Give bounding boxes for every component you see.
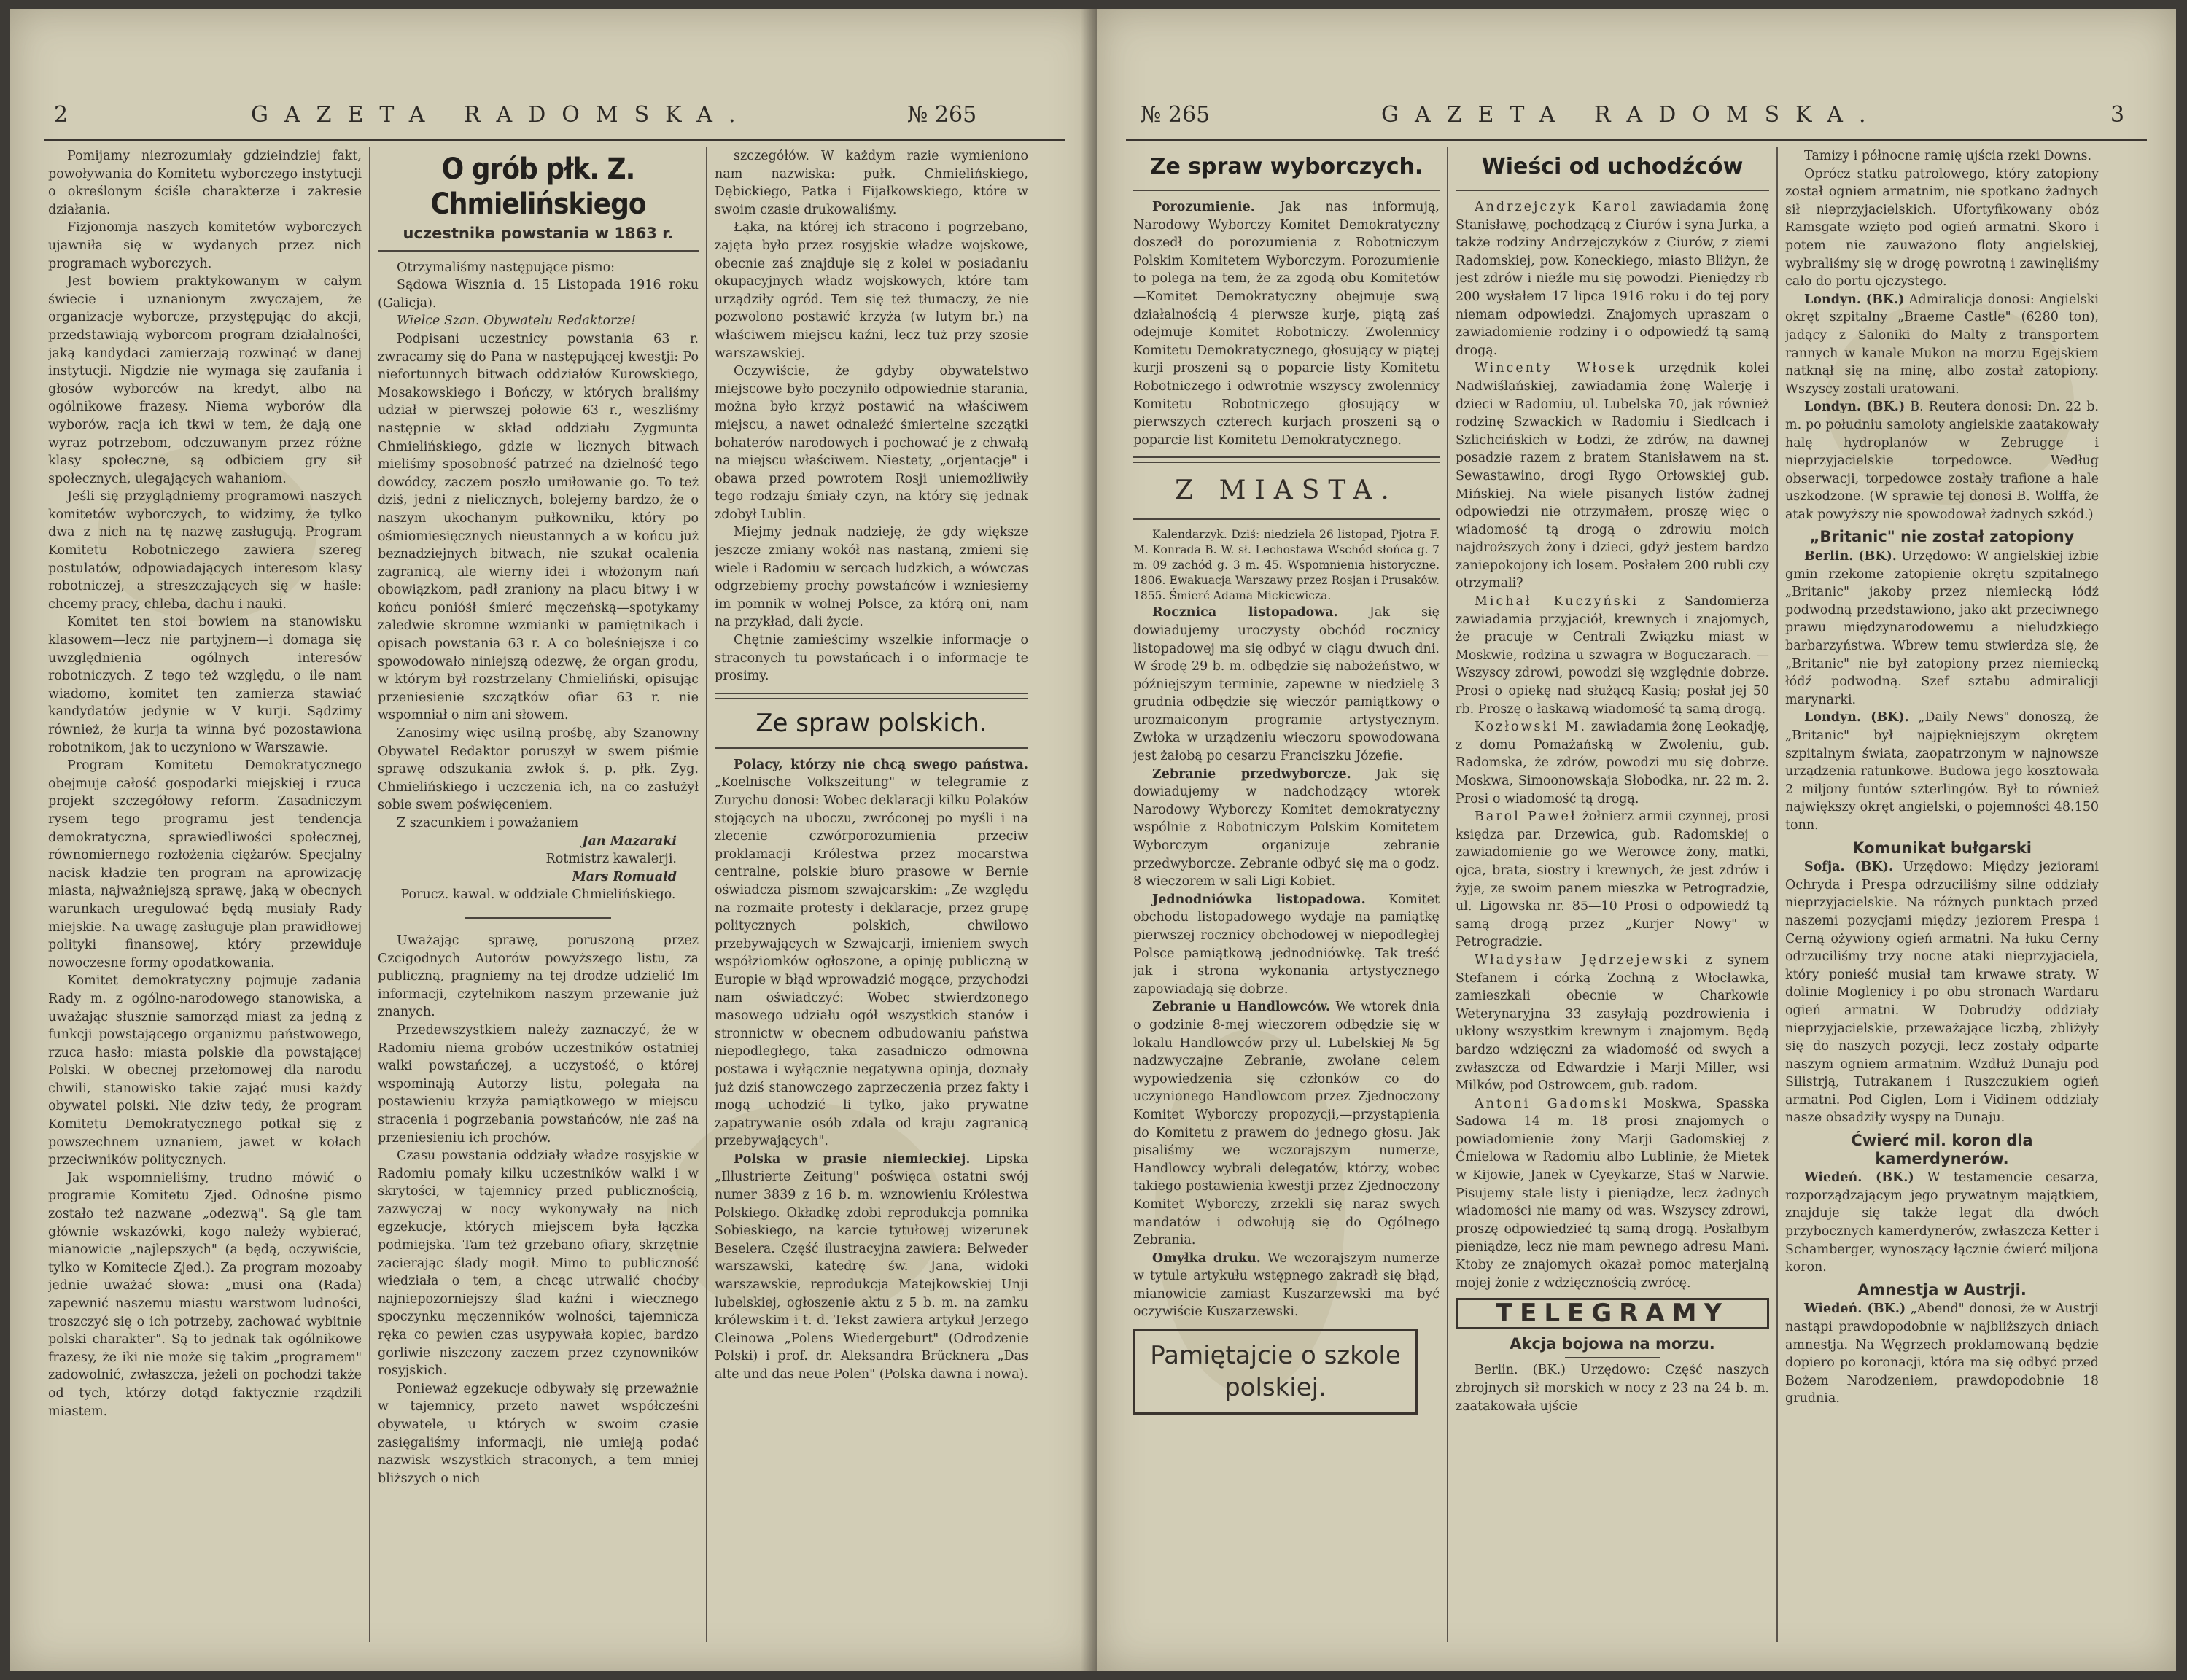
notice-item [1456, 718, 1769, 808]
article-subtitle: uczestnika powstania w 1863 r. [403, 225, 674, 242]
notice-item [1456, 359, 1769, 593]
section-title: Ze spraw polskich. [755, 708, 987, 738]
paragraph: Ponieważ egzekucje odbywały się przeważnie w tajemnicy, przeto nawet współcześni obywatele, u których w swoim czasie zasięgaliśmy informacji, nie umieją podać nazwisk wszystkich straconych, a tem mniej bliższych o nich [378, 1381, 699, 1486]
separator [1133, 518, 1440, 520]
notice-text: z Sandomierza zawiadamia przyjaciół, krewnych i znajomych, że pracuje w Centrali Związku miast w Moskwie, rodzina u szwagra w Boguczarach. — Wszyscy zdrowi, powodzi się względnie dobrze. Prosi o opiekę nad służącą Kasią; posłał jej 50 rb. Proszę o łaskawą wiadomość tą samą drogą. [1456, 594, 1769, 717]
news-item-head: Londyn. (BK.) [1804, 400, 1906, 415]
paragraph: Komitet ten stoi bowiem na stanowisku klasowem—lecz nie partyjnem—i domaga się uwzględnienia ogólnych interesów robotniczych. Z tego też względu, o ile nam wiadomo, komitet ten zamierza stawiać kandydatów jedynie w V kurji. Sądzimy również, że kurja ta winna być pozostawiona robotnikom, jak to uczyniono w Warszawie. [48, 615, 362, 755]
right-issue-number: № 265 [1141, 102, 1211, 128]
news-item [1785, 398, 2099, 524]
right-page [1097, 9, 2176, 1671]
paragraph: Jeśli się przyglądniemy programowi naszych komitetów wyborczych, to widzimy, że tylko dwa z nich na tę nazwę zasługują. Program Komitetu Robotniczego zawiera szereg postulatów, odpowiadających interesom klasy robotniczej, a streszczających się w haśle: chcemy pracy, chleba, dachu i nauki. [48, 489, 362, 612]
news-item-text: B. Reutera donosi: Dn. 22 b. m. po południu samoloty angielskie zaatakowały halę hydroplanów w Zebrugge i nieprzyjacielskie torpedowce. Według obserwacji, torpedowce zostały trafione a hale uszkodzone. (W sprawie tej donosi B. Wolffa, że atak powyższy nie spowodował żadnych szkód.) [1785, 400, 2099, 522]
news-item [1785, 709, 2099, 834]
paragraph: Miejmy jednak nadzieję, że gdy większe jeszcze zmiany wokół nas nastaną, zmieni się wiele i Radomiu w sercach ludzkich, a wówczas odgrzebiemy prochy powstańców i wzniesiemy im pomnik w wolnej Polsce, za którą oni, nam na przykład, dali życie. [715, 525, 1028, 630]
news-item-text: Jak się dowiadujemy uroczysty obchód rocznicy listopadowej ma się odbyć w ciągu dwuch dni. W środę 29 b. m. odbędzie się nabożeństwo, w późniejszym terminie, zapewne w niedzielę 3 grudnia odbędzie się wieczór pamiątkowy o urozmaiconym programie artystycznym. Zwłoka w urządzeniu wieczoru spowodowana jest żałobą po cesarzu Franciszku Józefie. [1133, 605, 1440, 764]
notice-item [1456, 808, 1769, 952]
news-item-head: Londyn. (BK.) [1804, 292, 1905, 307]
right-column-2 [1456, 147, 1769, 1649]
news-item-text: Urzędowo: Między jeziorami Ochryda i Prespa odrzuciliśmy silne oddziały nieprzyjacielskie. Na różnych punktach przed naszemi pozycjami między jeziorem Prespa i Cerną ożywiony ogień armatni. Na łuku Cerny odrzuciliśmy trzy nocne ataki nieprzyjaciela, który ponieść musiał tam krwawe straty. W dolinie Moglenicy i po obu stronach Wardaru ogień armatni. W Dobrudży oddziały nieprzyjacielskie, przeważające liczbą, zbliżyły się do naszych pozycji, lecz zostały odparte naszym ogniem armatnim. Wzdłuż Dunaju pod Silistrją, Tutrakanem i Ruszczukiem ogień armatni. Pod Giglen, Lom i Vidinem oddziały nasze obsadziły wyspy na Dunaju. [1785, 860, 2099, 1126]
notice-text: zawiadamia żonę Stanisławę, pochodzącą z Ciurów i syna Jurka, a także rodziny Andrzejczyków z Ciurów, z ziemi Radomskiej, pow. Koneckiego, miasto Bliżyn, że jest zdrów i nieźle mu się powodzi. Pieniędzy rb 200 wysłałem 17 lipca 1916 roku i do tej pory niemam odpowiedzi. Znajomych upraszam o zawiadomienie rodziny i o odpowiedź tą samą drogą. [1456, 200, 1769, 358]
notice-text: urzędnik kolei Nadwiślańskiej, zawiadamia żonę Walerję i dzieci w Radomiu, ul. Lubelska 70, jak również rodzinę Szwackich w Radomiu i Siedlcach i Szlichcińskich w Łodzi, że zdrów, na dawnej posadzie razem z bratem Stanisławem na st. Sewastawino, drogi Rygo Orłowskiej gub. Mińskiej. Na wiele pisanych listów żadnej odpowiedzi nie otrzymałem, proszę więc o wiadomość tą drogą o zdrowiu moich najdroższych żony i dzieci, gdyż jestem bardzo zaniepokojony ich losem. Posłałem 200 rubli czy otrzymali? [1456, 361, 1769, 591]
news-title: Ćwierć mil. koron dla kamerdynerów. [1851, 1132, 2033, 1167]
left-page-number: 2 [54, 102, 69, 128]
paragraph: Jest bowiem praktykowanym w całym świecie i uznanionym zwyczajem, że organizacje wyborcze, przystępując do akcji, przedstawiają wyborcom program działalności, jaką kandydaci zamierzają rozwinąć w danej instytucji. Nigdzie nie wymaga się zaufania i głosów wyborców na kredyt, albo na ogólnikowe frazesy. Niema wyborów dla wyborów, racja ich tkwi w tem, że dają one wyraz potrzebom, odczuwanym przez różne klasy społeczne, są odbiciem gry sił społecznych, ulegających wahaniom. [48, 274, 362, 486]
paragraph: Fizjonomja naszych komitetów wyborczych ujawniła się w wydanych przez nich programach wyborczych. [48, 220, 362, 271]
news-item-head: Omyłka druku. [1152, 1251, 1261, 1266]
news-item-head: Polska w prasie niemieckiej. [734, 1151, 971, 1167]
letter-salutation: Wielce Szan. Obywatelu Redaktorze! [397, 314, 636, 329]
paragraph: Chętnie zamieścimy wszelkie informacje o straconych tu powstańcach i o informacje te prosimy. [715, 633, 1028, 684]
paragraph: Czasu powstania oddziały władze rosyjskie w Radomiu pomały kilku uczestników walki i w skrytości, w tajemnicy przed publicznością, zazwyczaj w nocy wykonywały na nich egzekucje, których miejscem była łączka podmiejska. Tam też grzebano ofiary, skrzętnie zacierając ślady mogił. Mimo to publiczność wiedziała o tem, a chcąc utrwalić choćby najniepozorniejszy ślad kaźni i wiecznego spoczynku męczenników wolności, tajemnicza ręka co pewien czas usypywała kopiec, bardzo gorliwie niszczony zaczem przez czynowników rosyjskich. [378, 1148, 699, 1379]
notice-name: Władysław Jędrzejewski [1475, 952, 1690, 968]
notice-text: z synem Stefanem i córką Zochną z Włocławka, zamieszkali obecnie w Charkowie Weterynaryjna 33 zasyłają pozdrowienia i ukłony wszystkim krewnym i znajomym. Będą bardzo wdzięczni za wiadomość od swych a zwłaszcza od Edwardzie i Marji Miller, wsi Milków, pod Ostrowcem, gub. radom. [1456, 952, 1769, 1094]
column-divider [1776, 147, 1778, 1642]
notice-name: Michał Kuczyński [1475, 594, 1639, 610]
news-item-text: We wtorek dnia o godzinie 8-mej wieczorem odbędzie się w lokalu Handlowców przy ul. Lubelskiej № 5g nadzwyczajne Zebranie, zwołane celem wypowiedzenia się członków co do uczynionego Handlowcom przez Zjednoczony Komitet Wyborczy propozycji,—przystąpienia do Komitetu z prawem do jednego głosu. Jak pisaliśmy we wczorajszym numerze, Handlowcy wybrali delegatów, którzy, wobec takiego postawienia kwestji przez Zjednoczony Komitet Wyborczy, zrzekli się naraz swych mandatów i odwołują się do Ogólnego Zebrania. [1133, 1000, 1440, 1248]
left-page [10, 9, 1097, 1671]
news-item [1785, 548, 2099, 709]
news-title: Komunikat bułgarski [1852, 839, 2032, 857]
signature-name: Mars Romuald [572, 869, 677, 884]
right-masthead-title: GAZETA RADOMSKA. [1381, 102, 1882, 128]
news-item-head: Wiedeń. (BK.) [1804, 1302, 1906, 1317]
letter-place-date: Sądowa Wisznia d. 15 Listopada 1916 roku (Galicja). [378, 278, 699, 311]
paragraph: Oczywiście, że gdyby obywatelstwo miejscowe było poczyniło odpowiednie starania, można było krzyż postawić na właściwem miejscu, a nawet odnaleźć śmiertelne szczątki bohaterów narodowych i pochować je z chwałą na miejscu właściwem. Niestety, „orjentacje" i obawa przed powrotem Rosji uniemożliwiły tego rodzaju śmiały czyn, na który się jednak zdobył Lublin. [715, 364, 1028, 522]
news-item-head: Londyn. (BK). [1804, 710, 1909, 726]
news-item [1133, 198, 1440, 449]
news-item-text: „Abend" donosi, że w Austrji nastąpi prawdopodobnie w najbliższych dniach amnestja. Na Węgrzech proklamowaną będzie dopiero po koronacji, która ma się odbyć przed Bożem Narodzeniem, prawdopodobnie 18 grudnia. [1785, 1302, 2099, 1407]
news-title: Amnestja w Austrji. [1857, 1280, 2027, 1299]
news-item-text: Komitet obchodu listopadowego wydaje na pamiątkę pierwszej rocznicy obchodowej w niepodległej Polsce pamiątkową jednodniówkę. Tak treść jak i strona wykonania artystycznego zapowiadają się dobrze. [1133, 892, 1440, 997]
separator [1133, 456, 1440, 463]
column-divider [706, 147, 707, 1642]
right-page-number: 3 [2110, 102, 2125, 128]
paragraph: Jak wspomnieliśmy, trudno mówić o programie Komitetu Zjed. Odnośne pismo zostało też nazwane „odezwą". Są gle tam głównie wskazówki, kogo należy wybierać, mianowicie „najlepszych" (a będą, oczywiście, tylko w Komitecie Zjed.). Za program mozoaby jednie uważać słowa: „musi ona (Rada) zapewnić naszemu miastu warstwom ludności, troszczyć się o ich potrzeby, zachować wybitnie polski charakter". Są to jednak tak ogólnikowe frazesy, że iki nie może się takim „programem" zadowolnić, zwłaszcza, jeżeli on pochodzi także od tych, którzy dotąd faktycznie rządzili miastem. [48, 1170, 362, 1419]
section-title: Ze spraw wyborczych. [1149, 154, 1423, 179]
column-divider [369, 147, 370, 1642]
separator [715, 693, 1028, 699]
news-title: „Britanic" nie został zatopiony [1809, 528, 2075, 546]
article-title: O grób płk. Z. Chmielińskiego [430, 152, 646, 221]
paragraph: Podpisani uczestnicy powstania 63 r. zwracamy się do Pana w następującej kwestji: Po niefortunnych bitwach oddziałów Kurowskiego, Mosakowskiego i Bończy, w których braliśmy udział w pierwszej połowie 63 r., weszliśmy następnie w skład oddziału Zygmunta Chmielińskiego, gdzie w licznych bitwach mieliśmy sposobność patrzeć na dzielność tego dowódcy, zaczem poszło umiłowanie go. To też dziś, jedni z nielicznych, bolejemy bardzo, że o naszym ukochanym pułkowniku, który po ośmiomiesięcznych nieustannych a w końcu już beznadziejnych bitwach, nie szukał ocalenia zagranicą, ale wierny idei i włożonym nań obowiązkom, padł zraniony na placu bitwy i w końcu ponióśł śmierć męczeńską—spotykamy zaledwie skromne wzmianki w pamiętnikach i opisach powstania 63 r. A co boleśniejsze i co spowodowało niniejszą odezwę, że organ grodu, w którym był rozstrzelany Chmieliński, opisując przeniesienie szczątków ofiar 63 r. nie wspomniał o nim ani słowem. [378, 331, 699, 723]
news-item-head: Berlin. (BK). [1804, 549, 1897, 564]
notice-box: Pamiętajcie o szkole polskiej. [1133, 1329, 1418, 1415]
notice-item [1456, 593, 1769, 718]
news-item [1785, 1169, 2099, 1277]
notice-name: Wincenty Włosek [1475, 361, 1637, 376]
news-item [1133, 891, 1440, 999]
telegram-subtitle: Akcja bojowa na morzu. [1510, 1334, 1715, 1353]
right-column-1 [1133, 147, 1440, 1649]
news-item-head: Polacy, którzy nie chcą swego państwa. [734, 757, 1028, 772]
notice-name: Andrzejczyk Karol [1475, 200, 1638, 214]
column-divider [1447, 147, 1448, 1642]
news-item-text: „Koelnische Volkszeitung" w telegramie z Zurychu donosi: Wobec deklaracji kilku Polaków stojących na uboczu, zwróconej po myśli i na zlecenie czwórporozumienia przeciw proklamacji Królestwa przez mocarstwa centralne, polskie biuro prasowe w Bernie oświadcza pismom szwajcarskim: „Ze względu na rozmaite protesty i deklaracje, przez grupę politycznych polskich, chwilowo przebywających w Szwajcarji, imieniem swych współziomków ogłoszone, a opinję publiczną w Europie w błąd wprowadzić mogące, przychodzi nam oświadczyć: Wobec stwierdzonego masowego udziału ogół wszystkich stanów i stronnictw w obecnem odbudowaniu państwa niepodległego, taka zasadniczo odmowna postawa i wyłącznie negatywna opinja, doznały już dziś stanowczego zaprzeczenia przez fakty i mogą uchodzić li tylko, jako prywatne zapatrywanie osób zdala od kraju zagranicą przebywających". [715, 775, 1028, 1149]
notice-name: Barol Paweł [1475, 809, 1577, 825]
signature-role: Porucz. kawal. w oddziale Chmielińskiego. [400, 887, 676, 903]
notice-text: zawiadamia żonę Leokadję, z domu Pomażańską w Zwoleniu, gub. Radomska, że zdrów, powodzi mu się dobrze. Moskwa, Simoonowskaja Słobodka, nr. 22 m. 2. Prosi o wiadomość tą drogą. [1456, 720, 1769, 806]
notice-text: żołnierz armii czynnej, prosi księdza par. Drzewica, gub. Radomskiej o zawiadomienie go we Werowce żony, matki, ojca, brata, siostry i krewnych, że jest zdrów i żyje, ze swoim panem mieszka w Petrogradzie, ul. Ligowska nr. 85—10 Prosi o odpowiedź tą samą drogą przez „Kurjer Nowy" w Petrogradzie. [1456, 809, 1769, 950]
news-item-head: Porozumienie. [1152, 200, 1255, 214]
separator [465, 917, 611, 919]
left-column-3 [715, 147, 1028, 1649]
left-masthead-title: GAZETA RADOMSKA. [251, 102, 752, 128]
right-column-3 [1785, 147, 2099, 1649]
section-title: Z MIASTA. [1175, 475, 1398, 506]
calendar-note: Kalendarzyk. Dziś: niedziela 26 listopad, Pjotra F. M. Konrada B. W. sł. Lechostawa Wschód słońca g. 7 m. 09 zachód g. 3 m. 45. Wspomnienia historyczne. 1806. Ewakuacja Warszawy przez Rosjan i Prusaków. 1855. Śmierć Adama Mickiewicza. [1133, 528, 1440, 603]
news-item [1785, 858, 2099, 1127]
news-item-head: Wiedeń. (BK.) [1804, 1170, 1914, 1186]
left-masthead [54, 102, 1068, 134]
news-item [1785, 1300, 2099, 1408]
paragraph: Pomijamy niezrozumiały gdzieindziej fakt, powoływania do Komitetu wyborczego instytucji o określonym ściśle charakterze i zakresie działania. [48, 149, 362, 217]
separator [378, 250, 699, 252]
separator [1456, 190, 1769, 191]
news-item [1133, 1250, 1440, 1321]
paragraph: Oprócz statku patrolowego, który zatopiony został ogniem armatnim, nie spotkano żadnych sił nieprzyjacielskich. Ufortyfikowany obóz Ramsgate wzięto pod ogień armatni. Skoro i potem nie zauważono floty angielskiej, wybraliśmy się w drogę powrotną i zawinęliśmy cało do portu ojczystego. [1785, 166, 2099, 289]
news-item-head: Jednodniówka listopadowa. [1152, 892, 1366, 907]
paragraph: Komitet demokratyczny pojmuje zadania Rady m. z ogólno-narodowego stanowiska, a uważając słusznie samorząd miast za jedną z funkcji powstającego organizmu państwowego, rzuca hasło: miasta polskie dla powstającej Polski. W obecnej przełomowej dla narodu chwili, stanowisko takie zająć musi każdy obywatel polski. Nie dziw tedy, że program Komitetu Demokratycznego potkał się z powszechnem uznaniem, jawet w kołach przeciwników politycznych. [48, 973, 362, 1168]
separator [715, 747, 1028, 749]
paragraph: Uważając sprawę, poruszoną przez Czcigodnych Autorów powyższego listu, za publiczną, pragniemy na tej drodze udzielić Im informacji, czytelnikom naszym przewanie już znanych. [378, 933, 699, 1020]
news-item-head: Rocznica listopadowa. [1152, 605, 1338, 621]
news-item-head: Zebranie przedwyborcze. [1152, 766, 1351, 782]
news-item [1785, 291, 2099, 399]
telegram-header: TELEGRAMY [1456, 1298, 1769, 1329]
news-item-text: We wczorajszym numerze w tytule artykułu wstępnego zakradł się błąd, mianowicie zamiast Kuszarzewski ma być oczywiście Kuszarzewski. [1133, 1251, 1440, 1320]
news-item-head: Zebranie u Handlowców. [1152, 1000, 1331, 1015]
left-header-rule [44, 139, 1065, 141]
paragraph: Przedewszystkiem należy zaznaczyć, że w Radomiu niema grobów uczestników ostatniej walki powstańczej, a uczystość, o której wspominają Autorzy listu, polegała na postawieniu krzyża pamiątkowego w miejscu stracenia i pogrzebania powstańców, nie zaś na przeniesieniu ich prochów. [378, 1022, 699, 1146]
notice-text: Moskwa, Spasska Sadowa 14 m. 18 prosi znajomych o powiadomienie żony Marji Gadomskiej z Ćmielowa w Radomiu albo Lublinie, że Mietek w Kijowie, Janek w Cyeykarze, Staś w Narwie. Pisujemy stale listy i pieniądze, lecz żadnych wiadomości nie mamy od was. Wszyscy zdrowi, proszę odpowiedzieć tą samą drogą. Posłałbym pieniądze, lecz nie mam pewnego adresu Mani. Ktoby ze znajomych okazał pomoc materjalną mojej żonie z wdzięcznością zwrócę. [1456, 1096, 1769, 1291]
paragraph: szczegółów. W każdym razie wymieniono nam nazwiska: pułk. Chmielińskiego, Dębickiego, Patka i Fijałkowskiego, które w swoim czasie drukowaliśmy. [715, 149, 1028, 217]
news-item [1133, 766, 1440, 891]
news-item-text: W testamencie cesarza, rozporządzającym jego prywatnym majątkiem, znajduje się także legat dla dwóch przybocznych kamerdynerów, zwłaszcza Ketter i Schamberger, wynoszący łącznie ćwierć miljona koron. [1785, 1170, 2099, 1275]
paragraph: Łąka, na której ich stracono i pogrzebano, zajęta było przez rosyjskie władze wojskowe, obecnie zaś znajduje się z kolei w posiadaniu okupacyjnych władz wojskowych, które tam urządziły ogród. Tem się też tłumaczy, że nie pozwolono postawić krzyża (w lutym br.) na właściwem miejscu kaźni, lecz tuż przy szosie warszawskiej. [715, 220, 1028, 361]
separator [1565, 1357, 1660, 1358]
news-item-text: Admiralicja donosi: Angielski okręt szpitalny „Braeme Castle" (6280 ton), jadący z Saloniki do Malty z transportem rannych w kanale Mukon na morzu Egejskiem natknął się na minę, albo został zatopiony. Wszyscy zostali uratowani. [1785, 292, 2099, 397]
notice-item [1456, 1095, 1769, 1293]
left-column-2 [378, 147, 699, 1649]
news-item-text: „Daily News" donoszą, że „Britanic" był najpiękniejszym okrętem szpitalnym świata, zaopatrzonym w najnowsze urządzenia ratunkowe. Budowa jego kosztowała 2 miljony funtów szterlingów. Był to również największy okręt angielski, o pojemności 48.150 tonn. [1785, 710, 2099, 833]
news-item [715, 1151, 1028, 1384]
news-item-text: Lipska „Illustrierte Zeitung" poświęca ostatni swój numer 3839 z 16 b. m. wznowieniu Królestwa Polskiego. Okładkę zdobi reprodukcja pomnika Sobieskiego, na karcie tytułowej wizerunek Beselera. Część ilustracyjna zawiera: Belweder warszawski, katedrę św. Jana, widoki warszawskie, reprodukcja Matejkowskiej Unji lubelskiej, ogłoszenie aktu z 5 b. m. na zamku królewskim i t. d. Tekst zawiera artykuł Jerzego Cleinowa „Polens Wiedergeburt" (Odrodzenie Polski) i prof. dr. Aleksandra Brücknera „Das alte und das neue Polen" (Polska dawna i nowa). [715, 1151, 1028, 1382]
news-item [1133, 998, 1440, 1249]
paragraph: Zanosimy więc usilną prośbę, aby Szanowny Obywatel Redaktor poruszył w swem piśmie sprawę odszukania zwłok ś. p. płk. Zyg. Chmielińskiego i uczczenia ich, na co zasłużył sobie swem poświęceniem. [378, 726, 699, 813]
news-item [1133, 604, 1440, 765]
separator [1133, 190, 1440, 191]
right-masthead [1141, 102, 2147, 134]
section-title: Wieści od uchodźców [1481, 154, 1744, 179]
notice-item [1456, 198, 1769, 359]
paragraph: Z szacunkiem i poważaniem [397, 816, 579, 831]
signature-role: Rotmistrz kawalerji. [545, 852, 677, 867]
paragraph: Tamizy i północne ramię ujścia rzeki Downs. [1804, 149, 2092, 163]
paragraph: Otrzymaliśmy następujące pismo: [397, 260, 615, 275]
news-item-head: Sofja. (BK). [1804, 860, 1894, 875]
signature-name: Jan Mazaraki [582, 833, 677, 849]
news-item [715, 756, 1028, 1151]
news-item-text: Urzędowo: W angielskiej izbie gmin rzekome zatopienie okrętu szpitalnego „Britanic" jakoby przez niemiecką łódź podwodną przedstawiono, jako akt przeciwnego prawu międzynarodowemu a nieludzkiego barbarzyństwa. Wbrew temu stwierdza się, że „Britanic" nie był zatopiony przez niemiecką łódź podwodną. Szef sztabu admiralicji marynarki. [1785, 549, 2099, 707]
news-item-text: Jak się dowiadujemy w nadchodzący wtorek Narodowy Wyborczy Komitet demokratyczny wspólnie z Robotniczym Polskim Komitetem Wyborczym organizuje zebranie przedwyborcze. Zebranie odbyć się ma o godz. 8 wieczorem w sali Ligi Kobiet. [1133, 766, 1440, 890]
paragraph: Berlin. (BK.) Urzędowo: Część naszych zbrojnych sił morskich w nocy z 23 na 24 b. m. zaatakowała ujście [1456, 1363, 1769, 1414]
news-item-text: Jak nas informują, Narodowy Wyborczy Komitet Demokratyczny doszedł do porozumienia z Robotniczym Polskim Komitetem Wyborczym. Porozumienie to polega na tem, że za zgodą obu Komitetów—Komitet Demokratyczny obejmuje swą działalnością 4 pierwsze kurje, piątą zaś odejmuje Komitet Robotniczy. Zwolennicy Komitetu Demokratycznego, głosujący w piątej kurji proszeni są o poparcie listy Komitetu Robotniczego i odwrotnie wszyscy zwolennicy Komitetu Robotniczego głosujący w pierwszych czterech kurjach proszeni są o poparcie list Komitetu Demokratycznego. [1133, 200, 1440, 448]
left-issue-number: № 265 [907, 102, 977, 128]
left-column-1 [48, 147, 362, 1649]
right-header-rule [1126, 139, 2147, 141]
notice-name: Antoni Gadomski [1475, 1096, 1629, 1111]
notice-name: Kozłowski M. [1475, 720, 1588, 735]
paragraph: Program Komitetu Demokratycznego obejmuje całość gospodarki miejskiej i rzuca projekt szczegółowy reform. Zasadniczym rysem tego programu jest tendencja demokratyczna, sprawiedliwości społecznej, równomiernego rozłożenia ciężarów. Specjalny nacisk kładzie ten program na aprowizację miasta, najważniejszą sprawę, jaką w obecnych warunkach uregulować będą musiały Rady miejskie. Na uwagę zasługuje plan prawidłowej polityki finansowej, który przewiduje nowoczesne formy opodatkowania. [48, 758, 362, 971]
notice-item [1456, 952, 1769, 1095]
